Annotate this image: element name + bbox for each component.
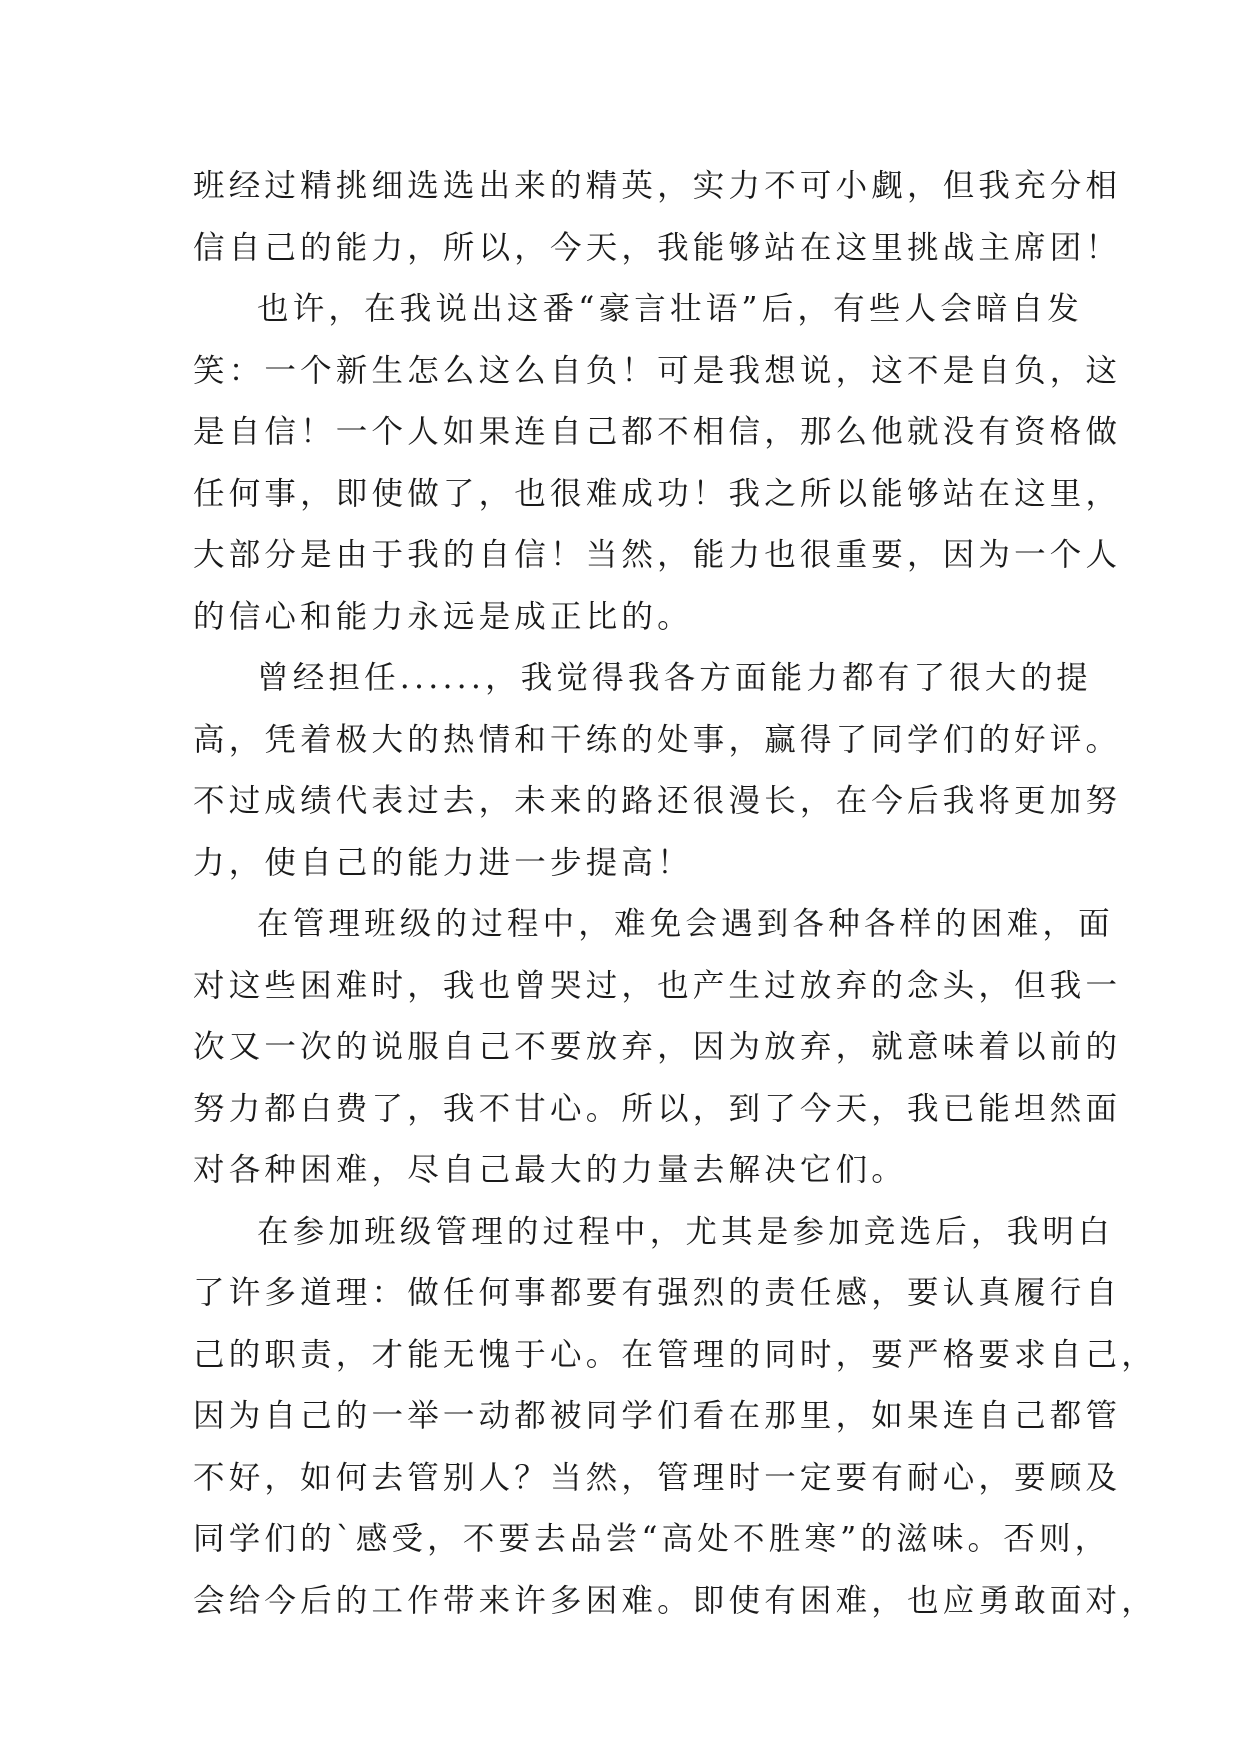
paragraph-start-line: 也许，在我说出这番“豪言壮语”后，有些人会暗自发 [257, 291, 1084, 327]
text-line: 不好，如何去管别人？当然，管理时一定要有耐心，要顾及 [193, 1459, 1122, 1496]
text-line: 己的职责，才能无愧于心。在管理的同时，要严格要求自己， [193, 1336, 1157, 1373]
text-line: 笑：一个新生怎么这么自负！可是我想说，这不是自负，这 [193, 352, 1122, 389]
text-line: 会给今后的工作带来许多困难。即使有困难，也应勇敢面对， [193, 1582, 1157, 1619]
text-line: 努力都白费了，我不甘心。所以，到了今天，我已能坦然面 [193, 1090, 1122, 1127]
text-line: 力，使自己的能力进一步提高！ [193, 844, 693, 881]
body-text [193, 156, 1157, 1632]
paragraph-start-line: 曾经担任......，我觉得我各方面能力都有了很大的提 [257, 660, 1092, 696]
text-line: 同学们的`感受，不要去品尝“高处不胜寒”的滋味。否则， [193, 1521, 1111, 1557]
text-line: 的信心和能力永远是成正比的。 [193, 598, 693, 635]
paragraph-start-line: 在管理班级的过程中，难免会遇到各种各样的困难，面 [257, 906, 1114, 942]
text-line: 是自信！一个人如果连自己都不相信，那么他就没有资格做 [193, 414, 1122, 450]
text-line: 对各种困难，尽自己最大的力量去解决它们。 [193, 1152, 908, 1188]
text-line: 不过成绩代表过去，未来的路还很漫长，在今后我将更加努 [193, 783, 1122, 819]
text-line: 班经过精挑细选选出来的精英，实力不可小觑，但我充分相 [193, 168, 1122, 204]
text-line: 任何事，即使做了，也很难成功！我之所以能够站在这里， [193, 475, 1122, 512]
text-line: 高，凭着极大的热情和干练的处事，赢得了同学们的好评。 [193, 721, 1122, 758]
paragraph-start-line: 在参加班级管理的过程中，尤其是参加竞选后，我明白 [257, 1213, 1114, 1250]
text-line: 因为自己的一举一动都被同学们看在那里，如果连自己都管 [193, 1398, 1122, 1434]
text-line: 对这些困难时，我也曾哭过，也产生过放弃的念头，但我一 [193, 967, 1122, 1004]
text-line: 次又一次的说服自己不要放弃，因为放弃，就意味着以前的 [193, 1029, 1122, 1065]
text-line: 信自己的能力，所以，今天，我能够站在这里挑战主席团！ [193, 229, 1122, 266]
text-line: 大部分是由于我的自信！当然，能力也很重要，因为一个人 [193, 537, 1122, 573]
text-line: 了许多道理：做任何事都要有强烈的责任感，要认真履行自 [193, 1275, 1122, 1311]
